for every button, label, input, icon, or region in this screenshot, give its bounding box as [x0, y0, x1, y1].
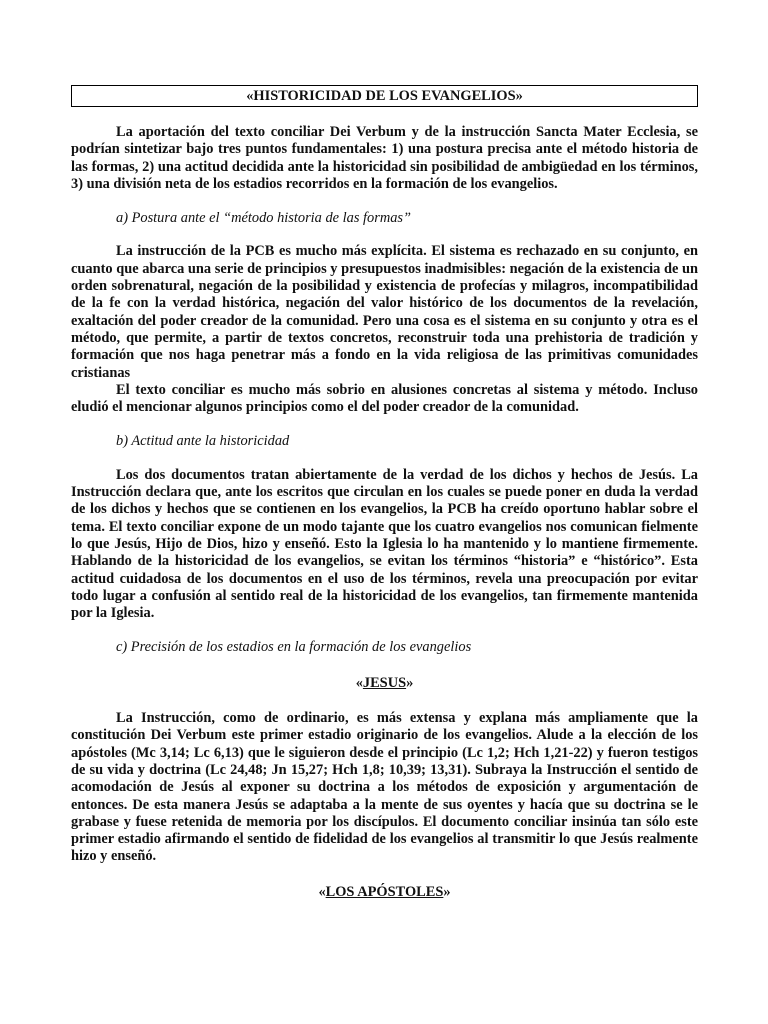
- jesus-heading-word: JESUS: [362, 674, 407, 691]
- section-a-paragraph-1: La instrucción de la PCB es mucho más explícita. El sistema es rechazado en su conjunto, en cuanto que abarca una serie de principios y presupuestos inadmisibles: negación de la existencia de un orden sobrenatural, negación de la posibilidad y existencia de profecías y milagros, incompatibilidad de la fe con la verdad histórica, negación del valor histórico de los documentos de la revelación, exaltación del poder creador de la comunidad. Pero una cosa es el sistema en su conjunto y otra es el método, que permite, a partir de textos concretos, reconstruir toda una prehistoria de tradición y formación que nos haga penetrar más a fondo en la vida religiosa de las primitivas comunidades cristianas: [71, 243, 698, 381]
- document-page: [71, 85, 698, 919]
- section-b-paragraph-1: Los dos documentos tratan abiertamente de la verdad de los dichos y hechos de Jesús. La Instrucción declara que, ante los escritos que circulan en los cuales se puede poner en duda la verdad de los dichos y hechos que se contienen en los evangelios, la PCB ha creído oportuno hablar sobre el tema. El texto conciliar expone de un modo tajante que los cuatro evangelios nos comunican fielmente lo que Jesús, Hijo de Dios, hizo y enseñó. Esto la Iglesia lo ha mantenido y lo mantiene firmemente. Hablando de la historicidad de los evangelios, se evitan los términos “historia” e “histórico”. Esta actitud cuidadosa de los documentos en el uso de los términos, revela una preocupación por evitar todo lugar a confusión al sentido real de la historicidad de los evangelios, tan firmemente mantenida por la Iglesia.: [71, 466, 698, 622]
- apostles-heading-word: LOS APÓSTOLES: [325, 883, 444, 900]
- jesus-heading-open: «: [355, 674, 363, 691]
- intro-paragraph: La aportación del texto conciliar Dei Verbum y de la instrucción Sancta Mater Ecclesia, se podrían sintetizar bajo tres puntos fundamentales: 1) una postura precisa ante el método historia de las formas, 2) una actitud decidida ante la historicidad sin posibilidad de ambigüedad en los términos, 3) una división neta de los estadios recorridos en la formación de los evangelios.: [71, 124, 698, 192]
- jesus-heading: [71, 675, 698, 692]
- section-a-paragraph-2: El texto conciliar es mucho más sobrio en alusiones concretas al sistema y método. Incluso eludió el mencionar algunos principios como el del poder creador de la comunidad.: [71, 381, 698, 416]
- apostles-heading-close: »: [443, 883, 451, 900]
- apostles-heading-open: «: [318, 883, 326, 900]
- apostles-heading: [71, 884, 698, 901]
- section-a-heading: a) Postura ante el “método historia de las formas”: [116, 210, 412, 227]
- section-c-paragraph-1: La Instrucción, como de ordinario, es más extensa y explana más ampliamente que la constitución Dei Verbum este primer estadio originario de los evangelios. Alude a la elección de los apóstoles (Mc 3,14; Lc 6,13) que le siguieron desde el principio (Lc 1,2; Hch 1,21-22) y fueron testigos de su vida y doctrina (Lc 24,48; Jn 15,27; Hch 1,8; 10,39; 13,31). Subraya la Instrucción el sentido de acomodación de Jesús al exponer su doctrina a los métodos de exposición y argumentación de entonces. De esta manera Jesús se adaptaba a la mente de sus oyentes y hacía que su doctrina se le grabase y fuese retenida de memoria por los discípulos. El documento conciliar insinúa tan sólo este primer estadio afirmando el sentido de fidelidad de los evangelios al transmitir lo que Jesús realmente hizo y enseñó.: [71, 710, 698, 865]
- section-c-heading: c) Precisión de los estadios en la formación de los evangelios: [116, 639, 472, 656]
- document-title: «HISTORICIDAD DE LOS EVANGELIOS»: [71, 85, 698, 107]
- jesus-heading-close: »: [406, 674, 414, 691]
- section-b-heading: b) Actitud ante la historicidad: [116, 433, 290, 450]
